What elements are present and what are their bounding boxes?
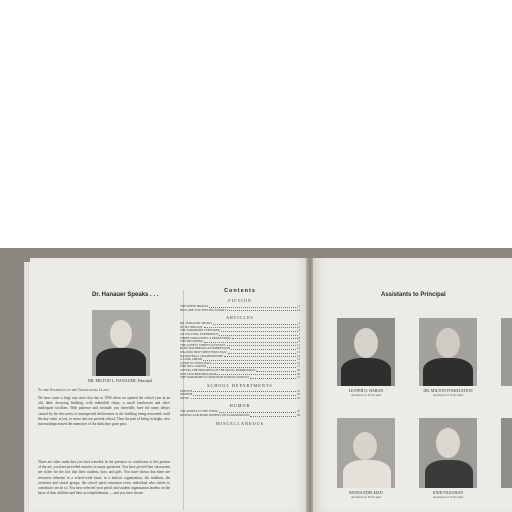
portrait-6-partial bbox=[501, 418, 512, 488]
toc-entry-title: THE WARDROBE JUNIOR HIGH SCHOOL PATROLS bbox=[180, 375, 250, 380]
toc-entry-page: 11 bbox=[297, 342, 300, 347]
toc-leader-dots bbox=[193, 390, 296, 393]
letter-paragraph-1: We have come a long way since that day in 1956 when we opened the school year in an old, dark, decaying building, with makeshift shops, a small lunchroom and other inadequate facilities. With patience and fortitude you cheerfully bore the many delays caused by the discovery of unsuspected deficiencies in the building being renovated, until the day came, at last, to move into our present school. Then the past of being in bright, new surroundings erased the memories of the dark days gone past. bbox=[38, 396, 170, 427]
toc-section-title: MISCELLANEOUS bbox=[216, 420, 264, 426]
toc-entry bbox=[180, 309, 300, 313]
toc-leader-dots bbox=[227, 309, 297, 312]
caption-1 bbox=[327, 388, 405, 397]
toc-entry-title: BONERS AND MORE BONERS ON EXAMINATIONS bbox=[180, 413, 250, 418]
toc-entry-page: 21 bbox=[297, 375, 300, 380]
toc-entry-title: BLUE DAYDREAM: AN IMPRESSION bbox=[180, 346, 230, 351]
caption-2 bbox=[409, 388, 487, 397]
toc-section-title: SCHOOL DEPARTMENTS bbox=[207, 382, 273, 388]
toc-entry bbox=[180, 397, 300, 401]
toc-leader-dots bbox=[213, 322, 297, 325]
portrait-2 bbox=[419, 318, 477, 386]
toc-entry-page: 3 bbox=[298, 304, 300, 308]
portrait-4 bbox=[337, 418, 395, 488]
open-yearbook bbox=[24, 252, 512, 512]
toc-entry-page: 8 bbox=[298, 335, 300, 340]
toc-entry-page: 19 bbox=[297, 367, 300, 372]
toc-entry-title: OUR TEACHER PROGRAM bbox=[180, 371, 217, 376]
toc-entry-title: DR. HANAUER SPEAKS bbox=[180, 321, 213, 326]
toc-entry-title: A TRIP TO TOWN HALL bbox=[180, 360, 213, 365]
toc-entry bbox=[180, 414, 300, 418]
toc-entry-page: 27 bbox=[297, 409, 300, 414]
toc-entry-page: 5 bbox=[298, 324, 300, 329]
toc-entry-page: 13 bbox=[297, 349, 300, 354]
table-of-contents bbox=[180, 288, 300, 428]
toc-entry-title: THE BEGINNING bbox=[180, 339, 204, 344]
person-4-role: Assistant to Principal bbox=[432, 495, 464, 499]
toc-section-title: HUMOR bbox=[229, 403, 251, 409]
toc-leader-dots bbox=[232, 337, 298, 340]
left-page-header: Dr. Hanauer Speaks . . . bbox=[92, 292, 159, 298]
caption-4 bbox=[327, 490, 405, 499]
portrait-1 bbox=[337, 318, 395, 386]
toc-entry-page: 24 bbox=[297, 392, 300, 397]
toc-entry-page: 15 bbox=[297, 357, 300, 362]
toc-entry-page: 12 bbox=[297, 346, 300, 351]
toc-section-title: FICTION bbox=[228, 298, 252, 303]
toc-entry-title: OF MY DREAMS bbox=[180, 324, 203, 329]
toc-leader-dots bbox=[221, 329, 298, 332]
person-3-name: SENNA EDELMAN bbox=[349, 490, 383, 495]
right-page bbox=[313, 258, 512, 512]
toc-entry-title: THE OWL CORNER bbox=[180, 364, 207, 369]
toc-leader-dots bbox=[250, 376, 296, 379]
toc-entry-page: 6 bbox=[298, 328, 300, 333]
letter-paragraph-2: There are other roads that you have traveled. In the presence or conclusion to this portion of the art, you have provided answers to many questions. You have proved that classrooms are richer for the fact that their students, boys and girls. You have shown that there are resources inherent in a school-wide basis, in a holistic organization, the tradition, the orchestra and choral groups, the school spirit; extension every individual who strives to contribute can do so. You have selected your petrol and student organization leaders on the basis of their abilities and their accomplishments — and you have shown bbox=[38, 460, 170, 496]
toc-entry-title: THE WHITE BROOM bbox=[180, 304, 208, 308]
salutation: To the Students of the Graduating Class: bbox=[38, 388, 110, 392]
toc-entry-page: 9 bbox=[298, 339, 300, 344]
toc-leader-dots bbox=[213, 362, 296, 365]
toc-entry-page: 4 bbox=[298, 307, 300, 312]
toc-entry-title: FRENCH bbox=[180, 388, 192, 393]
toc-leader-dots bbox=[228, 351, 296, 354]
toc-entry-title: THE RIDDLE IN THE THING bbox=[180, 409, 219, 414]
contents-title: Contents bbox=[224, 288, 256, 294]
person-2-name: DR. MILTON FINKELSTEIN bbox=[423, 388, 473, 393]
toc-entry-page: 7 bbox=[298, 331, 300, 336]
toc-entry-page: 14 bbox=[297, 353, 300, 358]
toc-entry-title: THE LONELY STREET: AN ESSAY bbox=[180, 342, 226, 347]
caption-5 bbox=[409, 490, 487, 499]
toc-entry-page: 16 bbox=[297, 360, 300, 365]
toc-entry-page: 20 bbox=[297, 371, 300, 376]
toc-leader-dots bbox=[193, 393, 296, 396]
portrait-3-partial bbox=[501, 318, 512, 386]
toc-leader-dots bbox=[203, 358, 296, 361]
toc-entry-page: 25 bbox=[297, 395, 300, 400]
toc-leader-dots bbox=[191, 397, 296, 400]
toc-section-title: ARTICLES bbox=[226, 315, 254, 321]
toc-entry-title: WAGNER HOW WHEN FIRST FALL bbox=[180, 349, 228, 354]
person-3-role: Assistant to Principal bbox=[350, 495, 382, 499]
portrait-5 bbox=[419, 418, 477, 488]
principal-caption: DR. MILTON L. HANAUER, Principal bbox=[87, 378, 153, 383]
person-1-role: Assistant to Principal bbox=[350, 393, 382, 397]
person-4-name: ENID VAUGHAN bbox=[432, 490, 464, 495]
toc-entry-page: 23 bbox=[297, 388, 300, 393]
toc-leader-dots bbox=[224, 355, 296, 358]
toc-entry-title: MUSIC bbox=[180, 395, 190, 400]
toc-entry-title: HOW ARE YOU FEELING TODAY? bbox=[180, 307, 227, 312]
toc-entry bbox=[180, 376, 300, 380]
toc-leader-dots bbox=[256, 369, 296, 372]
toc-sections bbox=[180, 298, 300, 426]
person-1-name: LESTER O. BARON bbox=[348, 388, 384, 393]
toc-entry-title: SPANISH bbox=[180, 392, 193, 397]
principal-portrait bbox=[92, 310, 150, 376]
toc-leader-dots bbox=[250, 414, 296, 417]
toc-entry-page: 2 bbox=[298, 321, 300, 326]
toc-leader-dots bbox=[219, 333, 297, 336]
toc-leader-dots bbox=[227, 344, 297, 347]
toc-entry-title: A LOOK AHEAD bbox=[180, 357, 203, 362]
toc-entry-title: BASKETBALL CHAMPIONSHIP bbox=[180, 353, 223, 358]
toc-entry-title: THE WARDROBE TEENAGER bbox=[180, 328, 220, 333]
toc-leader-dots bbox=[231, 347, 296, 350]
toc-entry-title: AN EXCITING EXPERIENCE bbox=[180, 331, 219, 336]
toc-entry-page: 17 bbox=[297, 364, 300, 369]
toc-entry-title: THREE VARIATIONS: A PROSE POEM bbox=[180, 335, 231, 340]
left-page bbox=[30, 258, 308, 512]
toc-entry-page: 28 bbox=[297, 413, 300, 418]
person-2-role: Assistant to Principal bbox=[432, 393, 464, 397]
right-page-header: Assistants to Principal bbox=[381, 292, 446, 298]
toc-entry-title: TRYING THE PROGRESS OF THE MUSIC DEPARTMENT bbox=[180, 367, 256, 372]
